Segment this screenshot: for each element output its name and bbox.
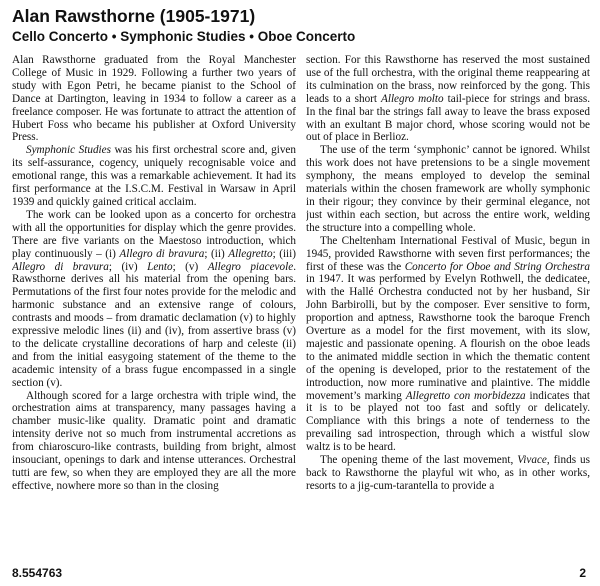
text-run: ; (v) [172, 260, 208, 273]
text-run: ; (iii) [272, 247, 296, 260]
text-run: The Cheltenham International Festival of Music, begun in 1945, provided Rawsthorne with seven first performances; the first of these was the [306, 234, 590, 273]
paragraph [306, 454, 590, 493]
italic-text: Allegretto [228, 247, 273, 260]
text-run: The opening theme of the last movement, [320, 454, 518, 467]
text-run: . Rawsthorne derives all his material from the opening bars. Permutations of the first four notes provide for the melodic and harmonic substance and an extensive range of colours, contrasts and moods – from dramatic declamation (v) to highly expressive melodic lines (ii) and (iv), from assertive brass (v) to the delicate crystalline decorations of harp and celeste (ii) and from the initial easygoing statement of the theme to the academic intensity of a brass fugue encompassed in a single section (v). [12, 260, 296, 389]
text-run: Although scored for a large orchestra with triple wind, the orchestration aims at transparency, many passages having a chamber music-like quality. Dramatic point and dramatic intensity derive not so much from instrumental accretions as from chiaroscuro-like contrasts, building from bright, almost insouciant, openings to dark and intense utterances. Orchestral tutti are few, so when they are employed they are all the more effective, nowhere more so than in the closing [12, 389, 296, 492]
paragraph [12, 390, 296, 493]
text-run: ; (iv) [108, 260, 148, 273]
text-run: Alan Rawsthorne graduated from the Royal Manchester College of Music in 1929. Following a further two years of study with Egon Petri, he became pianist to the School of Dance at Dartington, leaving in 1934 to follow a career as a freelance composer. He was fortunate to attract the attention of Hubert Foss who became his publisher at Oxford University Press. [12, 54, 296, 144]
italic-text: Concerto for Oboe and String Orchestra [404, 260, 590, 273]
paragraph [12, 54, 296, 144]
paragraph [306, 144, 590, 234]
text-run: was his first orchestral score and, given its self-assurance, cogency, uniquely recognisable voice and emotional range, this was a remarkable achievement. It had its first performance at the I.S.C.M. Festival in Warsaw in April 1939 and quickly gained critical acclaim. [12, 144, 296, 208]
paragraph [12, 144, 296, 209]
text-run: section. For this Rawsthorne has reserved the most sustained use of the full orchestra, with the original theme reappearing at its culmination on the brass, now reinforced by the gong. This leads to a short [306, 54, 590, 105]
text-run: in 1947. It was performed by Evelyn Rothwell, the dedicatee, with the Hallé Orchestra conducted not by her husband, Sir John Barbirolli, but by the composer. Ever sensitive to form, proportion and aptness, Rawsthorne took the baroque French Overture as a model for the first movement, with its slow, majestic and passionate opening. A flourish on the oboe leads to the animated middle section in which the thematic content of the opening is developed, prior to the restatement of the introduction, now more ruminative and plaintive. The middle movement’s marking [306, 273, 590, 402]
left-column [12, 54, 296, 564]
italic-text: Vivace [517, 454, 547, 467]
italic-text: Allegro di bravura [12, 260, 109, 273]
italic-text: Allegretto con morbidezza [405, 389, 526, 402]
paragraph [306, 235, 590, 454]
italic-text: Allegro di bravura [119, 247, 205, 260]
italic-text: Allegro molto [381, 92, 444, 105]
text-run: The work can be looked upon as a concerto for orchestra with all the opportunities for display which the genre provides. There are five variants on the Maestoso introduction, which play continuously – (i) [12, 208, 296, 260]
italic-text: Allegro piacevole [207, 260, 294, 273]
catalogue-number: 8.554763 [12, 566, 63, 580]
page-title: Alan Rawsthorne (1905-1971) [12, 6, 256, 26]
page-subtitle: Cello Concerto • Symphonic Studies • Oboe Concerto [12, 29, 356, 44]
page-number: 2 [579, 566, 586, 580]
text-run: The use of the term ‘symphonic’ cannot be ignored. Whilst this work does not have pretensions to be a single movement symphony, the means employed to develop the seminal materials within the chosen framework are wholly symphonic in their rigour; they convince by their germinal elegance, not just within each section, but across the entire work, welding the structure into a compelling whole. [306, 144, 590, 234]
text-run: tail-piece for strings and brass. In the final bar the strings fall away to leave the brass exposed with an exultant B major chord, whose scoring would not be out of place in Berlioz. [306, 92, 590, 144]
right-column [306, 54, 590, 564]
text-run: , finds us back to Rawsthorne the playful wit who, as in other works, resorts to a jig-cum-tarantella to provide a [306, 454, 590, 492]
text-run: indicates that it is to be played not too fast and softly or delicately. Compliance with this brings a note of tenderness to the prevailing sad introspection, through which a wistful slow waltz is to be heard. [306, 389, 590, 454]
italic-text: Lento [147, 260, 173, 273]
paragraph [12, 209, 296, 390]
italic-text: Symphonic Studies [26, 144, 111, 157]
paragraph [306, 54, 590, 144]
text-run: ; (ii) [204, 247, 229, 260]
